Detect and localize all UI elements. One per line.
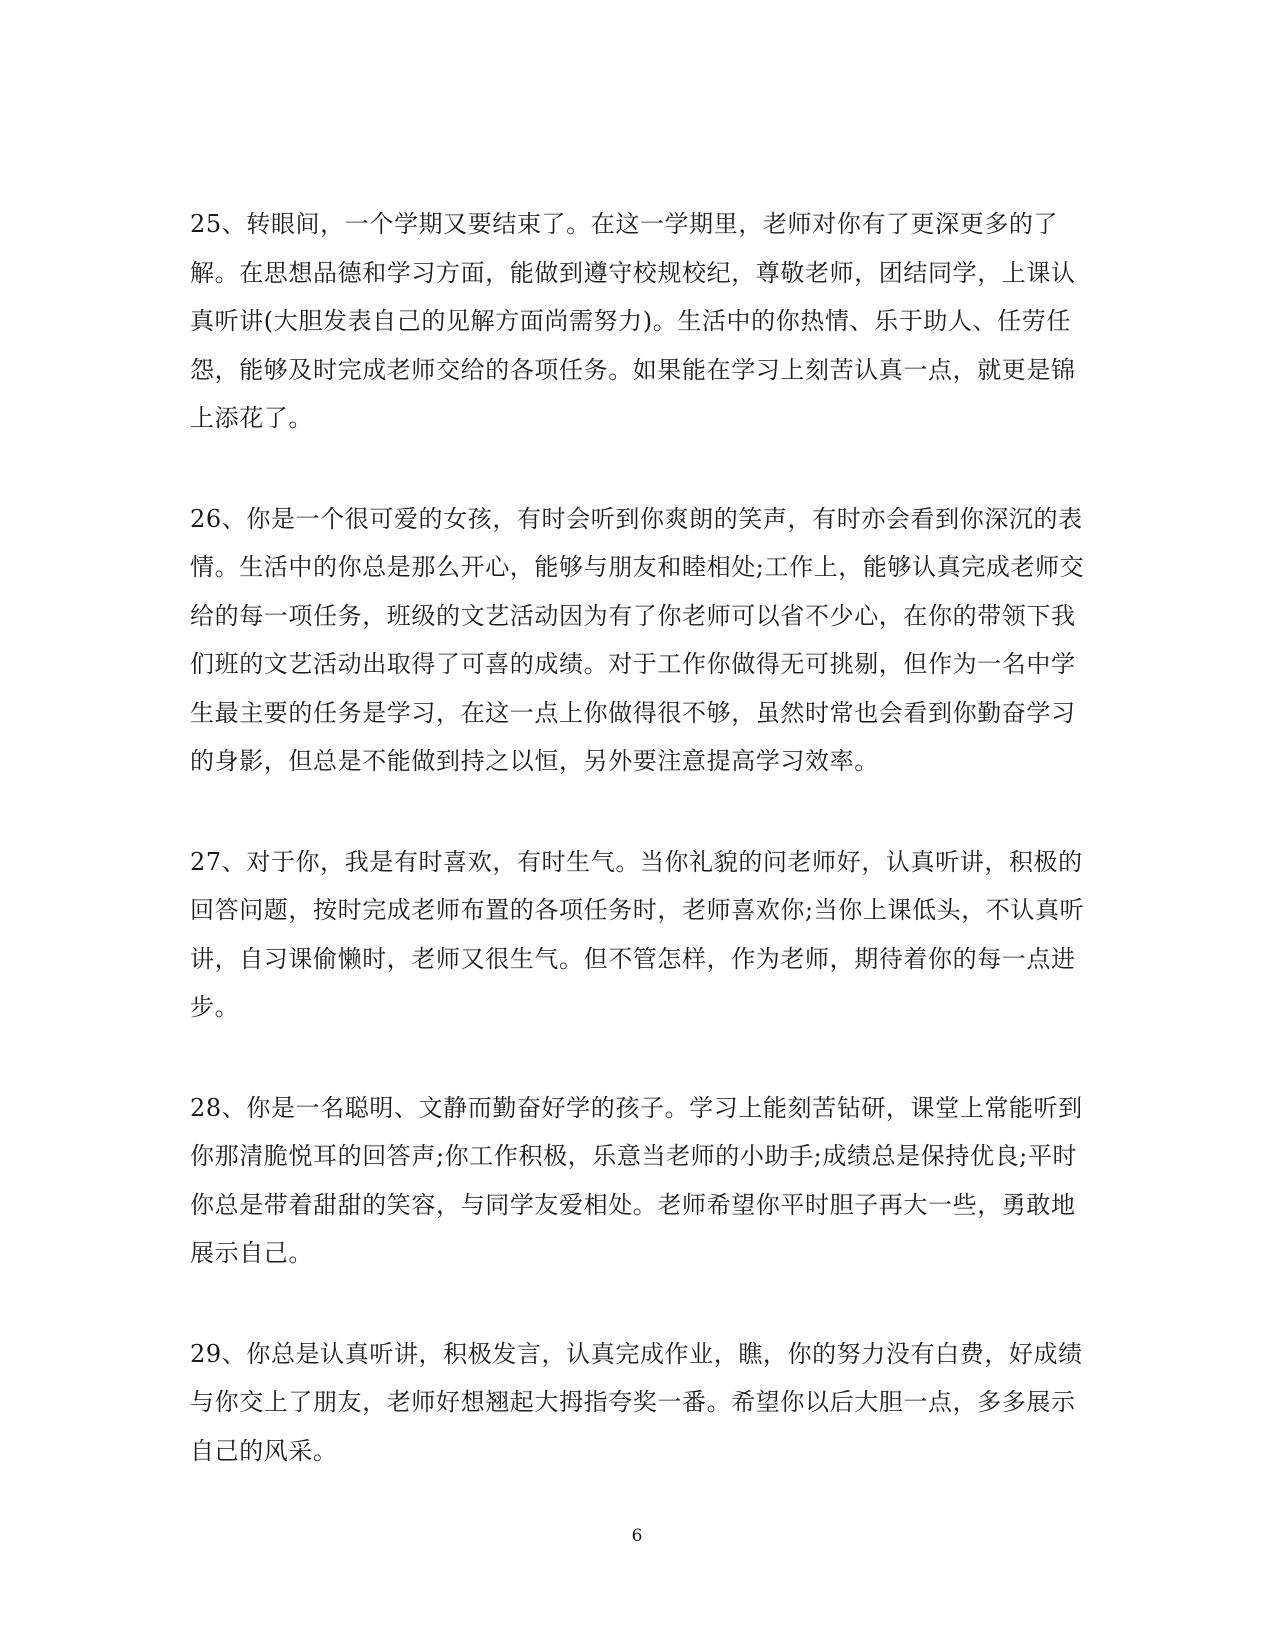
paragraph-27: 27、对于你，我是有时喜欢，有时生气。当你礼貌的问老师好，认真听讲，积极的回答问题，按时完成老师布置的各项任务时，老师喜欢你;当你上课低头，不认真听讲，自习课偷懒时，老师又很生气。但不管怎样，作为老师，期待着你的每一点进步。	[190, 847, 1085, 1021]
paragraph-29: 29、你总是认真听讲，积极发言，认真完成作业，瞧，你的努力没有白费，好成绩与你交上了朋友，老师好想翘起大拇指夸奖一番。希望你以后大胆一点，多多展示自己的风采。	[190, 1339, 1083, 1465]
paragraph-26: 26、你是一个很可爱的女孩，有时会听到你爽朗的笑声，有时亦会看到你深沉的表情。生活中的你总是那么开心，能够与朋友和睦相处;工作上，能够认真完成老师交给的每一项任务，班级的文艺活动因为有了你老师可以省不少心，在你的带领下我们班的文艺活动出取得了可喜的成绩。对于工作你做得无可挑剔，但作为一名中学生最主要的任务是学习，在这一点上你做得很不够，虽然时常也会看到你勤奋学习的身影，但总是不能做到持之以恒，另外要注意提高学习效率。	[190, 504, 1085, 775]
page-body	[190, 200, 1085, 1527]
paragraph-28: 28、你是一名聪明、文静而勤奋好学的孩子。学习上能刻苦钻研，课堂上常能听到你那清脆悦耳的回答声;你工作积极，乐意当老师的小助手;成绩总是保持优良;平时你总是带着甜甜的笑容，与同学友爱相处。老师希望你平时胆子再大一些，勇敢地展示自己。	[190, 1093, 1083, 1267]
page-number: 6	[631, 1526, 643, 1546]
paragraph-25: 25、转眼间，一个学期又要结束了。在这一学期里，老师对你有了更深更多的了解。在思想品德和学习方面，能做到遵守校规校纪，尊敬老师，团结同学，上课认真听讲(大胆发表自己的见解方面尚需努力)。生活中的你热情、乐于助人、任劳任怨，能够及时完成老师交给的各项任务。如果能在学习上刻苦认真一点，就更是锦上添花了。	[190, 210, 1076, 432]
